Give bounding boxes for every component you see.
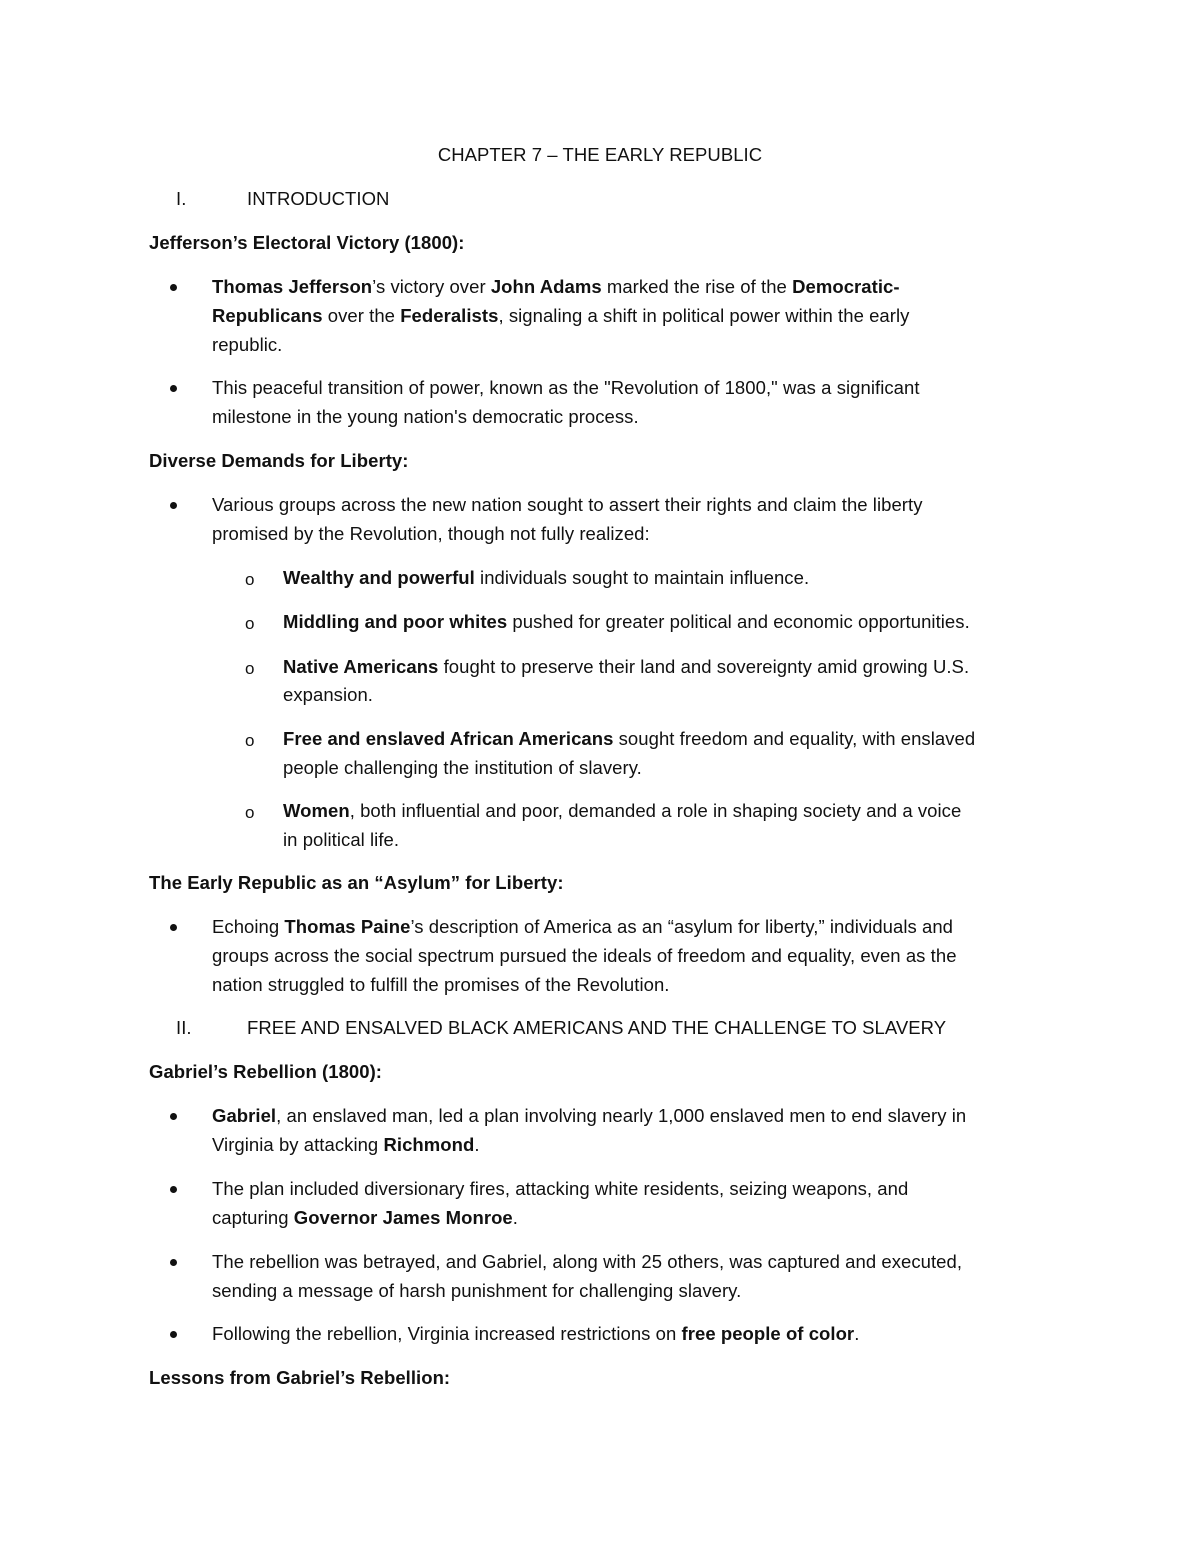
bold-term: Free and enslaved African Americans <box>283 728 614 749</box>
list-item-line: capturing Governor James Monroe. <box>212 1207 518 1228</box>
bullet-icon <box>170 1186 180 1196</box>
list-item-line: promised by the Revolution, though not fully realized: <box>212 523 650 544</box>
sub-bullet-icon: o <box>245 614 255 633</box>
section-number: I. <box>176 188 187 209</box>
bold-term: Republicans <box>212 305 323 326</box>
bold-term: Women <box>283 800 350 821</box>
list-item-line: Republicans over the Federalists, signaling a shift in political power within the early <box>212 305 910 326</box>
bold-term: Thomas Jefferson <box>212 276 373 297</box>
subsection-heading: Lessons from Gabriel’s Rebellion: <box>149 1367 451 1388</box>
list-item-line: sending a message of harsh punishment for challenging slavery. <box>212 1280 742 1301</box>
list-item-line: Following the rebellion, Virginia increased restrictions on free people of color. <box>212 1323 860 1344</box>
list-item-line: groups across the social spectrum pursued the ideals of freedom and equality, even as the <box>212 945 957 966</box>
sub-list-item-line: in political life. <box>283 829 400 850</box>
bold-term: free people of color <box>681 1323 855 1344</box>
sub-bullet-icon: o <box>245 570 255 589</box>
sub-bullet-icon: o <box>245 803 255 822</box>
bold-term: Democratic- <box>792 276 900 297</box>
sub-list-item-line: people challenging the institution of slavery. <box>283 757 642 778</box>
list-item-line: Gabriel, an enslaved man, led a plan involving nearly 1,000 enslaved men to end slavery in <box>212 1105 967 1126</box>
list-item-line: This peaceful transition of power, known as the "Revolution of 1800," was a significant <box>212 377 920 398</box>
list-item-line: milestone in the young nation's democratic process. <box>212 406 639 427</box>
list-item-line: nation struggled to fulfill the promises of the Revolution. <box>212 974 670 995</box>
bullet-icon <box>170 502 180 512</box>
bold-term: Governor James Monroe <box>293 1207 513 1228</box>
bold-term: John Adams <box>490 276 602 297</box>
list-item-line: The plan included diversionary fires, attacking white residents, seizing weapons, and <box>212 1178 909 1199</box>
sub-list-item-line: Free and enslaved African Americans sought freedom and equality, with enslaved <box>283 728 976 749</box>
sub-bullet-icon: o <box>245 731 255 750</box>
subsection-heading: Jefferson’s Electoral Victory (1800): <box>149 232 465 253</box>
bold-term: Gabriel <box>212 1105 277 1126</box>
list-item-line: Thomas Jefferson’s victory over John Adams marked the rise of the Democratic- <box>212 276 900 297</box>
subsection-heading: Gabriel’s Rebellion (1800): <box>149 1061 383 1082</box>
list-item-line: Echoing Thomas Paine’s description of America as an “asylum for liberty,” individuals and <box>212 916 954 937</box>
list-item-line: republic. <box>212 334 283 355</box>
bold-term: Native Americans <box>283 656 439 677</box>
bullet-icon <box>170 1113 180 1123</box>
page-title: CHAPTER 7 – THE EARLY REPUBLIC <box>437 144 763 165</box>
section-title: INTRODUCTION <box>247 188 390 209</box>
bold-term: Wealthy and powerful <box>283 567 475 588</box>
list-item-line: Virginia by attacking Richmond. <box>212 1134 480 1155</box>
sub-list-item-line: Wealthy and powerful individuals sought to maintain influence. <box>283 567 810 588</box>
section-number: II. <box>176 1017 192 1038</box>
bold-term: Federalists <box>400 305 499 326</box>
bullet-icon <box>170 924 180 934</box>
list-item-line: Various groups across the new nation sought to assert their rights and claim the liberty <box>212 494 923 515</box>
bullet-icon <box>170 1331 180 1341</box>
bullet-icon <box>170 1259 180 1269</box>
section-title: FREE AND ENSALVED BLACK AMERICANS AND THE CHALLENGE TO SLAVERY <box>247 1017 947 1038</box>
bold-term: Middling and poor whites <box>283 611 508 632</box>
sub-bullet-icon: o <box>245 659 255 678</box>
subsection-heading: Diverse Demands for Liberty: <box>149 450 409 471</box>
bold-term: Richmond <box>383 1134 475 1155</box>
sub-list-item-line: Native Americans fought to preserve their land and sovereignty amid growing U.S. <box>283 656 970 677</box>
sub-list-item-line: Middling and poor whites pushed for greater political and economic opportunities. <box>283 611 970 632</box>
sub-list-item-line: Women, both influential and poor, demanded a role in shaping society and a voice <box>283 800 962 821</box>
bullet-icon <box>170 385 180 395</box>
sub-list-item-line: expansion. <box>283 684 373 705</box>
bullet-icon <box>170 284 180 294</box>
subsection-heading: The Early Republic as an “Asylum” for Liberty: <box>149 872 564 893</box>
list-item-line: The rebellion was betrayed, and Gabriel, along with 25 others, was captured and executed, <box>212 1251 963 1272</box>
bold-term: Thomas Paine <box>284 916 411 937</box>
